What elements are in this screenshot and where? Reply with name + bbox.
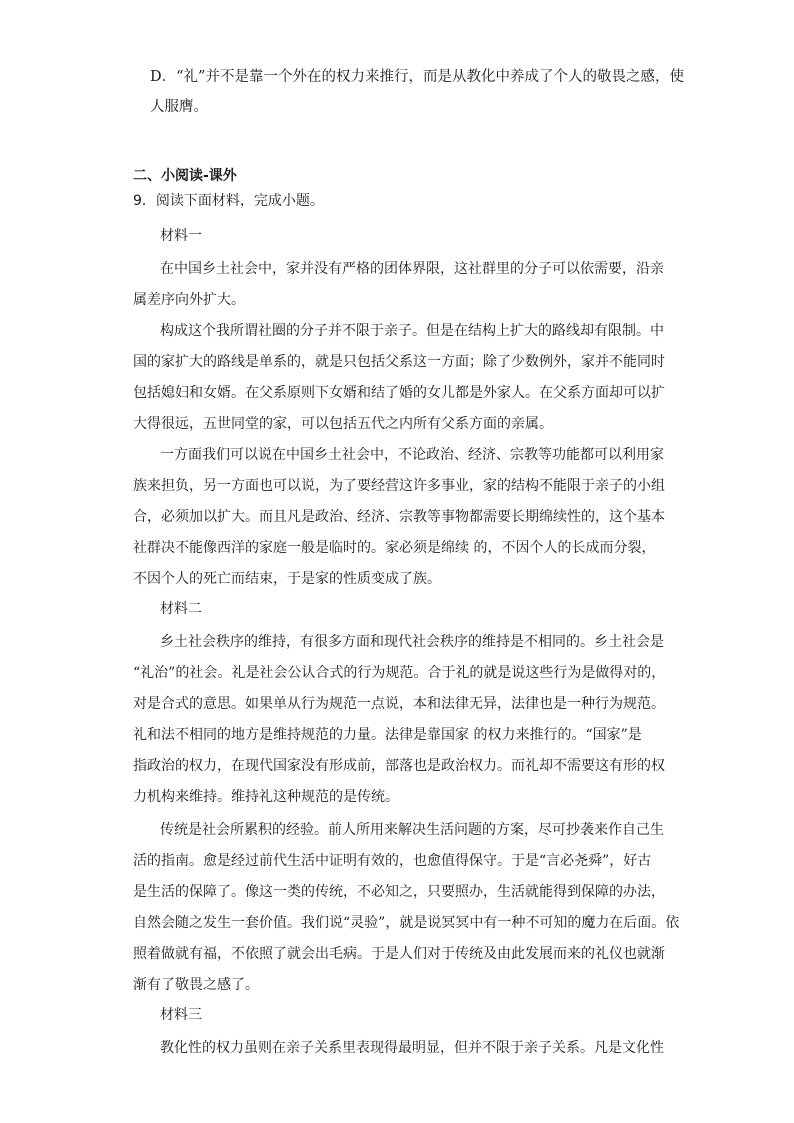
text-line: 族来担负，另一方面也可以说，为了要经营这许多事业，家的结构不能限于亲子的小组: [133, 478, 665, 494]
text-line: 传统是社会所累积的经验。前人所用来解决生活问题的方案，尽可抄袭来作自己生: [160, 822, 664, 838]
text-line: 大得很远，五世同堂的家，可以包括五代之内所有父系方面的亲属。: [133, 416, 553, 432]
text-line: 照着做就有福，不依照了就会出毛病。于是人们对于传统及由此发展而来的礼仪也就渐: [133, 946, 665, 962]
text-line: 自然会随之发生一套价值。我们说“灵验”，就是说冥冥中有一种不可知的魔力在后面。依: [133, 915, 680, 931]
text-line: 国的家扩大的路线是单系的，就是只包括父系这一方面；除了少数例外，家并不能同时: [133, 354, 665, 370]
text-line: 力机构来维持。维持礼这种规范的是传统。: [133, 789, 399, 805]
text-line: 是生活的保障了。像这一类的传统，不必知之，只要照办，生活就能得到保障的办法，: [133, 884, 665, 900]
text-line: “礼治”的社会。礼是社会公认合式的行为规范。合于礼的就是说这些行为是做得对的，: [133, 665, 666, 681]
option-d-line: D．“礼”并不是靠一个外在的权力来推行，而是从教化中养成了个人的敬畏之感，使: [150, 69, 684, 85]
text-line: 社群决不能像西洋的家庭一般是临时的。家必须是绵续 的，不因个人的长成而分裂，: [133, 540, 656, 556]
option-d-line: 人服膺。: [150, 99, 208, 115]
text-line: 对是合式的意思。如果单从行为规范一点说，本和法律无异，法律也是一种行为规范。: [133, 696, 665, 712]
text-line: 包括媳妇和女婿。在父系原则下女婿和结了婚的女儿都是外家人。在父系方面却可以扩: [133, 385, 665, 401]
paragraph: [133, 316, 665, 440]
text-line: 教化性的权力虽则在亲子关系里表现得最明显，但并不限于亲子关系。凡是文化性: [160, 1040, 664, 1056]
paragraph: [133, 1033, 664, 1064]
text-line: 礼和法不相同的地方是维持规范的力量。法律是靠国家 的权力来推行的。“国家”是: [133, 727, 642, 743]
option-d: [150, 62, 684, 122]
text-line: 合，必须加以扩大。而且凡是政治、经济、宗教等事物都需要长期绵续性的，这个基本: [133, 509, 665, 525]
question-stem: 9．阅读下面材料，完成小题。: [133, 193, 324, 209]
text-line: 渐有了敬畏之感了。: [133, 977, 259, 993]
text-line: 不因个人的死亡而结束，于是家的性质变成了族。: [133, 571, 441, 587]
paragraph: [133, 627, 666, 813]
text-line: 一方面我们可以说在中国乡土社会中，不论政治、经济、宗教等功能都可以利用家: [160, 447, 664, 463]
text-line: 在中国乡土社会中，家并没有严格的团体界限，这社群里的分子可以依需要，沿亲: [160, 261, 664, 277]
material-label: 材料三: [160, 1007, 202, 1023]
text-line: 构成这个我所谓社圈的分子并不限于亲子。但是在结构上扩大的路线却有限制。中: [160, 323, 664, 339]
text-line: 乡土社会秩序的维持，有很多方面和现代社会秩序的维持是不相同的。乡土社会是: [160, 634, 664, 650]
paragraph: [133, 815, 680, 1001]
paragraph: [133, 440, 665, 595]
material-label: 材料二: [160, 601, 202, 617]
section-title: 二、小阅读-课外: [133, 168, 237, 184]
material-label: 材料一: [160, 228, 202, 244]
text-line: 活的指南。愈是经过前代生活中证明有效的，也愈值得保守。于是“言必尧舜”，好古: [133, 853, 652, 869]
text-line: 属差序向外扩大。: [133, 292, 245, 308]
text-line: 指政治的权力，在现代国家没有形成前，部落也是政治权力。而礼却不需要这有形的权: [133, 758, 665, 774]
paragraph: [133, 254, 664, 316]
